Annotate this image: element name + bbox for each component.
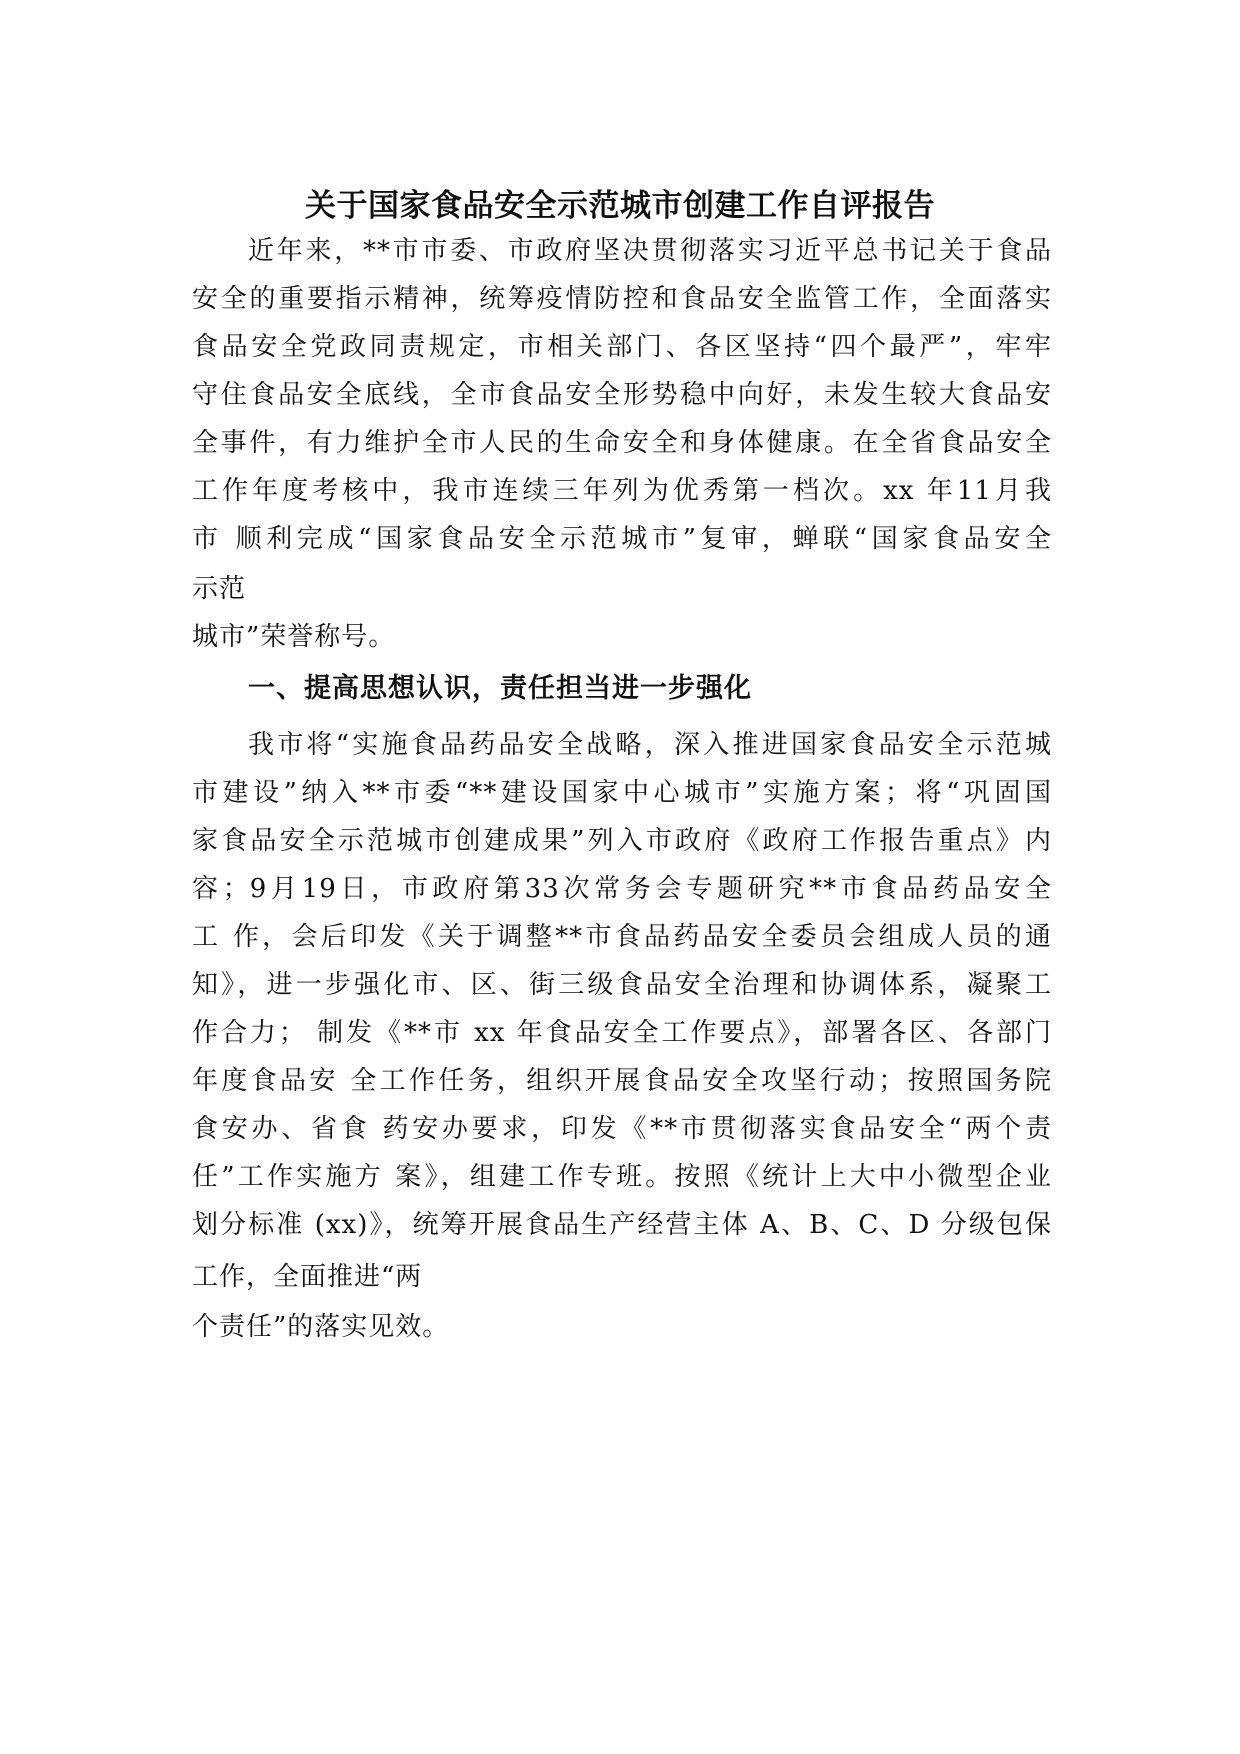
paragraph-1-line-9: 城市”荣誉称号。 bbox=[192, 622, 396, 652]
paragraph-2-line-2: 市建设”纳入**市委“**建设国家中心城市”实施方案；将“巩固国 bbox=[192, 778, 1052, 808]
section-heading-1: 一、提高思想认识，责任担当进一步强化 bbox=[248, 673, 752, 704]
paragraph-2-line-10: 任”工作实施方 案》，组建工作专班。按照《统计上大中小微型企业 bbox=[192, 1162, 1052, 1192]
paragraph-1-line-7: 市 顺利完成“国家食品安全示范城市”复审，蝉联“国家食品安全 bbox=[192, 524, 1052, 554]
paragraph-2-line-11: 划分标准 (xx)》，统筹开展食品生产经营主体 A、B、C、D 分级包保 bbox=[192, 1210, 1052, 1240]
paragraph-2-line-9: 食安办、省食 药安办要求，印发《**市贯彻落实食品安全“两个责 bbox=[192, 1114, 1052, 1144]
paragraph-1-line-4: 守住食品安全底线，全市食品安全形势稳中向好，未发生较大食品安 bbox=[192, 380, 1052, 410]
document-title: 关于国家食品安全示范城市创建工作自评报告 bbox=[305, 188, 935, 224]
paragraph-1-line-1: 近年来，**市市委、市政府坚决贯彻落实习近平总书记关于食品 bbox=[248, 236, 1052, 266]
paragraph-1-line-8: 示范 bbox=[192, 574, 247, 604]
paragraph-2-line-6: 知》，进一步强化市、区、街三级食品安全治理和协调体系，凝聚工 bbox=[192, 970, 1052, 1000]
paragraph-2-line-3: 家食品安全示范城市创建成果”列入市政府《政府工作报告重点》内 bbox=[192, 826, 1052, 856]
paragraph-1-line-6: 工作年度考核中，我市连续三年列为优秀第一档次。xx 年11月我 bbox=[192, 476, 1052, 506]
paragraph-1-line-3: 食品安全党政同责规定，市相关部门、各区坚持“四个最严”，牢牢 bbox=[192, 332, 1052, 362]
paragraph-2-line-4: 容；9月19日，市政府第33次常务会专题研究**市食品药品安全 bbox=[192, 874, 1052, 904]
paragraph-2-line-13: 个责任”的落实见效。 bbox=[192, 1312, 450, 1342]
paragraph-2-line-1: 我市将“实施食品药品安全战略，深入推进国家食品安全示范城 bbox=[248, 730, 1052, 760]
paragraph-2-line-7: 作合力； 制发《**市 xx 年食品安全工作要点》，部署各区、各部门 bbox=[192, 1018, 1052, 1048]
paragraph-2-line-5: 工 作，会后印发《关于调整**市食品药品安全委员会组成人员的通 bbox=[192, 922, 1052, 952]
paragraph-1-line-5: 全事件，有力维护全市人民的生命安全和身体健康。在全省食品安全 bbox=[192, 428, 1052, 458]
paragraph-2-line-8: 年度食品安 全工作任务，组织开展食品安全攻坚行动；按照国务院 bbox=[192, 1066, 1052, 1096]
paragraph-2-line-12: 工作，全面推进“两 bbox=[192, 1262, 423, 1292]
paragraph-1-line-2: 安全的重要指示精神，统筹疫情防控和食品安全监管工作，全面落实 bbox=[192, 284, 1052, 314]
